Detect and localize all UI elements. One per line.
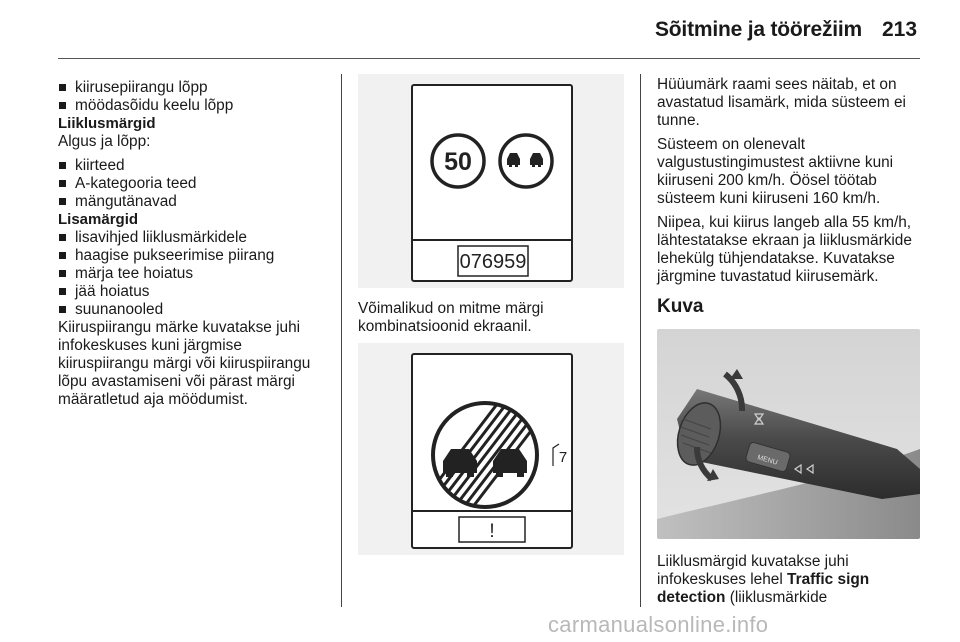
para-line: lähtestatakse ekraan ja liiklusmärkide — [657, 232, 912, 249]
car-icon — [507, 153, 520, 167]
para-line: tunne. — [657, 112, 700, 129]
para-line: infokeskuses lehel — [657, 571, 788, 588]
para-line: süsteem kuni kiiruseni 160 km/h. — [657, 190, 881, 207]
column-left — [58, 79, 336, 409]
additional-signs-heading: Lisamärgid — [58, 211, 139, 228]
para-line: lõpu avastamiseni või pärast märgi — [58, 373, 295, 390]
para-line: Kiiruspiirangu märke kuvatakse juhi — [58, 319, 301, 336]
menu-page-name: Traffic sign — [787, 571, 870, 588]
section-heading: Kuva — [657, 296, 704, 317]
lever-photo-graphic — [657, 329, 920, 539]
para-line: Niipea, kui kiirus langeb alla 55 km/h, — [657, 214, 912, 231]
column-divider-right — [640, 74, 641, 607]
menu-button-label: MENU — [756, 454, 779, 467]
start-end-label: Algus ja lõpp: — [58, 133, 151, 150]
caption-line: Võimalikud on mitme märgi — [358, 300, 544, 317]
car-icon — [530, 153, 543, 167]
para-line: valgustustingimustest aktiivne kuni — [657, 154, 894, 171]
paragraph — [657, 214, 925, 286]
traffic-signs-heading: Liiklusmärgid — [58, 115, 156, 132]
sign-display-frame — [411, 84, 573, 282]
list-item: suunanooled — [58, 301, 336, 319]
list-item: jää hoiatus — [58, 283, 336, 301]
figure-end-of-overtaking-ban — [358, 343, 624, 555]
menu-page-name: detection — [657, 589, 726, 606]
supplement-label — [551, 442, 571, 468]
list-item: A-kategooria teed — [58, 175, 336, 193]
supplement-digit: 7 — [558, 449, 568, 466]
page-title: Sõitmine ja töörežiim — [655, 18, 862, 41]
warning-icon: ! — [489, 521, 495, 542]
end-of-no-overtaking-sign-graphic — [413, 355, 571, 547]
sign-code: 076959 — [459, 251, 527, 273]
para-line: Süsteem on olenevalt — [657, 136, 806, 153]
paragraph — [657, 136, 925, 208]
caption-line: kombinatsioonid ekraanil. — [358, 318, 532, 335]
figure-turn-signal-lever — [657, 329, 920, 539]
para-line: kiiruseni 200 km/h. Öösel töötab — [657, 172, 877, 189]
para-line: määratletud aja möödumist. — [58, 391, 248, 408]
list-item: möödasõidu keelu lõpp — [58, 97, 336, 115]
para-line: (liiklusmärkide — [725, 589, 828, 606]
list-item: lisavihjed liiklusmärkidele — [58, 229, 336, 247]
para-line: lehekülg tühjendatakse. Kuvatakse — [657, 250, 895, 267]
speed-limit-value: 50 — [444, 148, 472, 176]
list-item: märja tee hoiatus — [58, 265, 336, 283]
sign-combination-graphic — [413, 86, 571, 280]
para-line: Liiklusmärgid kuvatakse juhi — [657, 553, 849, 570]
header-rule — [58, 58, 920, 59]
sign-display-frame — [411, 353, 573, 549]
speed-limit-paragraph — [58, 319, 336, 409]
list-item: kiirusepiirangu lõpp — [58, 79, 336, 97]
list-item: mängutänavad — [58, 193, 336, 211]
watermark: carmanualsonline.info — [548, 612, 769, 637]
column-divider-left — [341, 74, 342, 607]
figure-speed-and-overtaking-signs — [358, 74, 624, 288]
list-item: kiirteed — [58, 157, 336, 175]
paragraph — [657, 76, 925, 130]
para-line: kiiruspiirangu märgi või kiiruspiirangu — [58, 355, 311, 372]
para-line: Hüüumärk raami sees näitab, et on — [657, 76, 897, 93]
page-number: 213 — [882, 18, 918, 41]
column-right — [657, 76, 925, 334]
para-line: järgmine tuvastatud kiirusemärk. — [657, 268, 879, 285]
column-right-bottom — [657, 553, 925, 607]
para-line: infokeskuses kuni järgmise — [58, 337, 242, 354]
para-line: avastatud lisamärk, mida süsteem ei — [657, 94, 906, 111]
list-item: haagise pukseerimise piirang — [58, 247, 336, 265]
figure-caption — [358, 300, 628, 336]
